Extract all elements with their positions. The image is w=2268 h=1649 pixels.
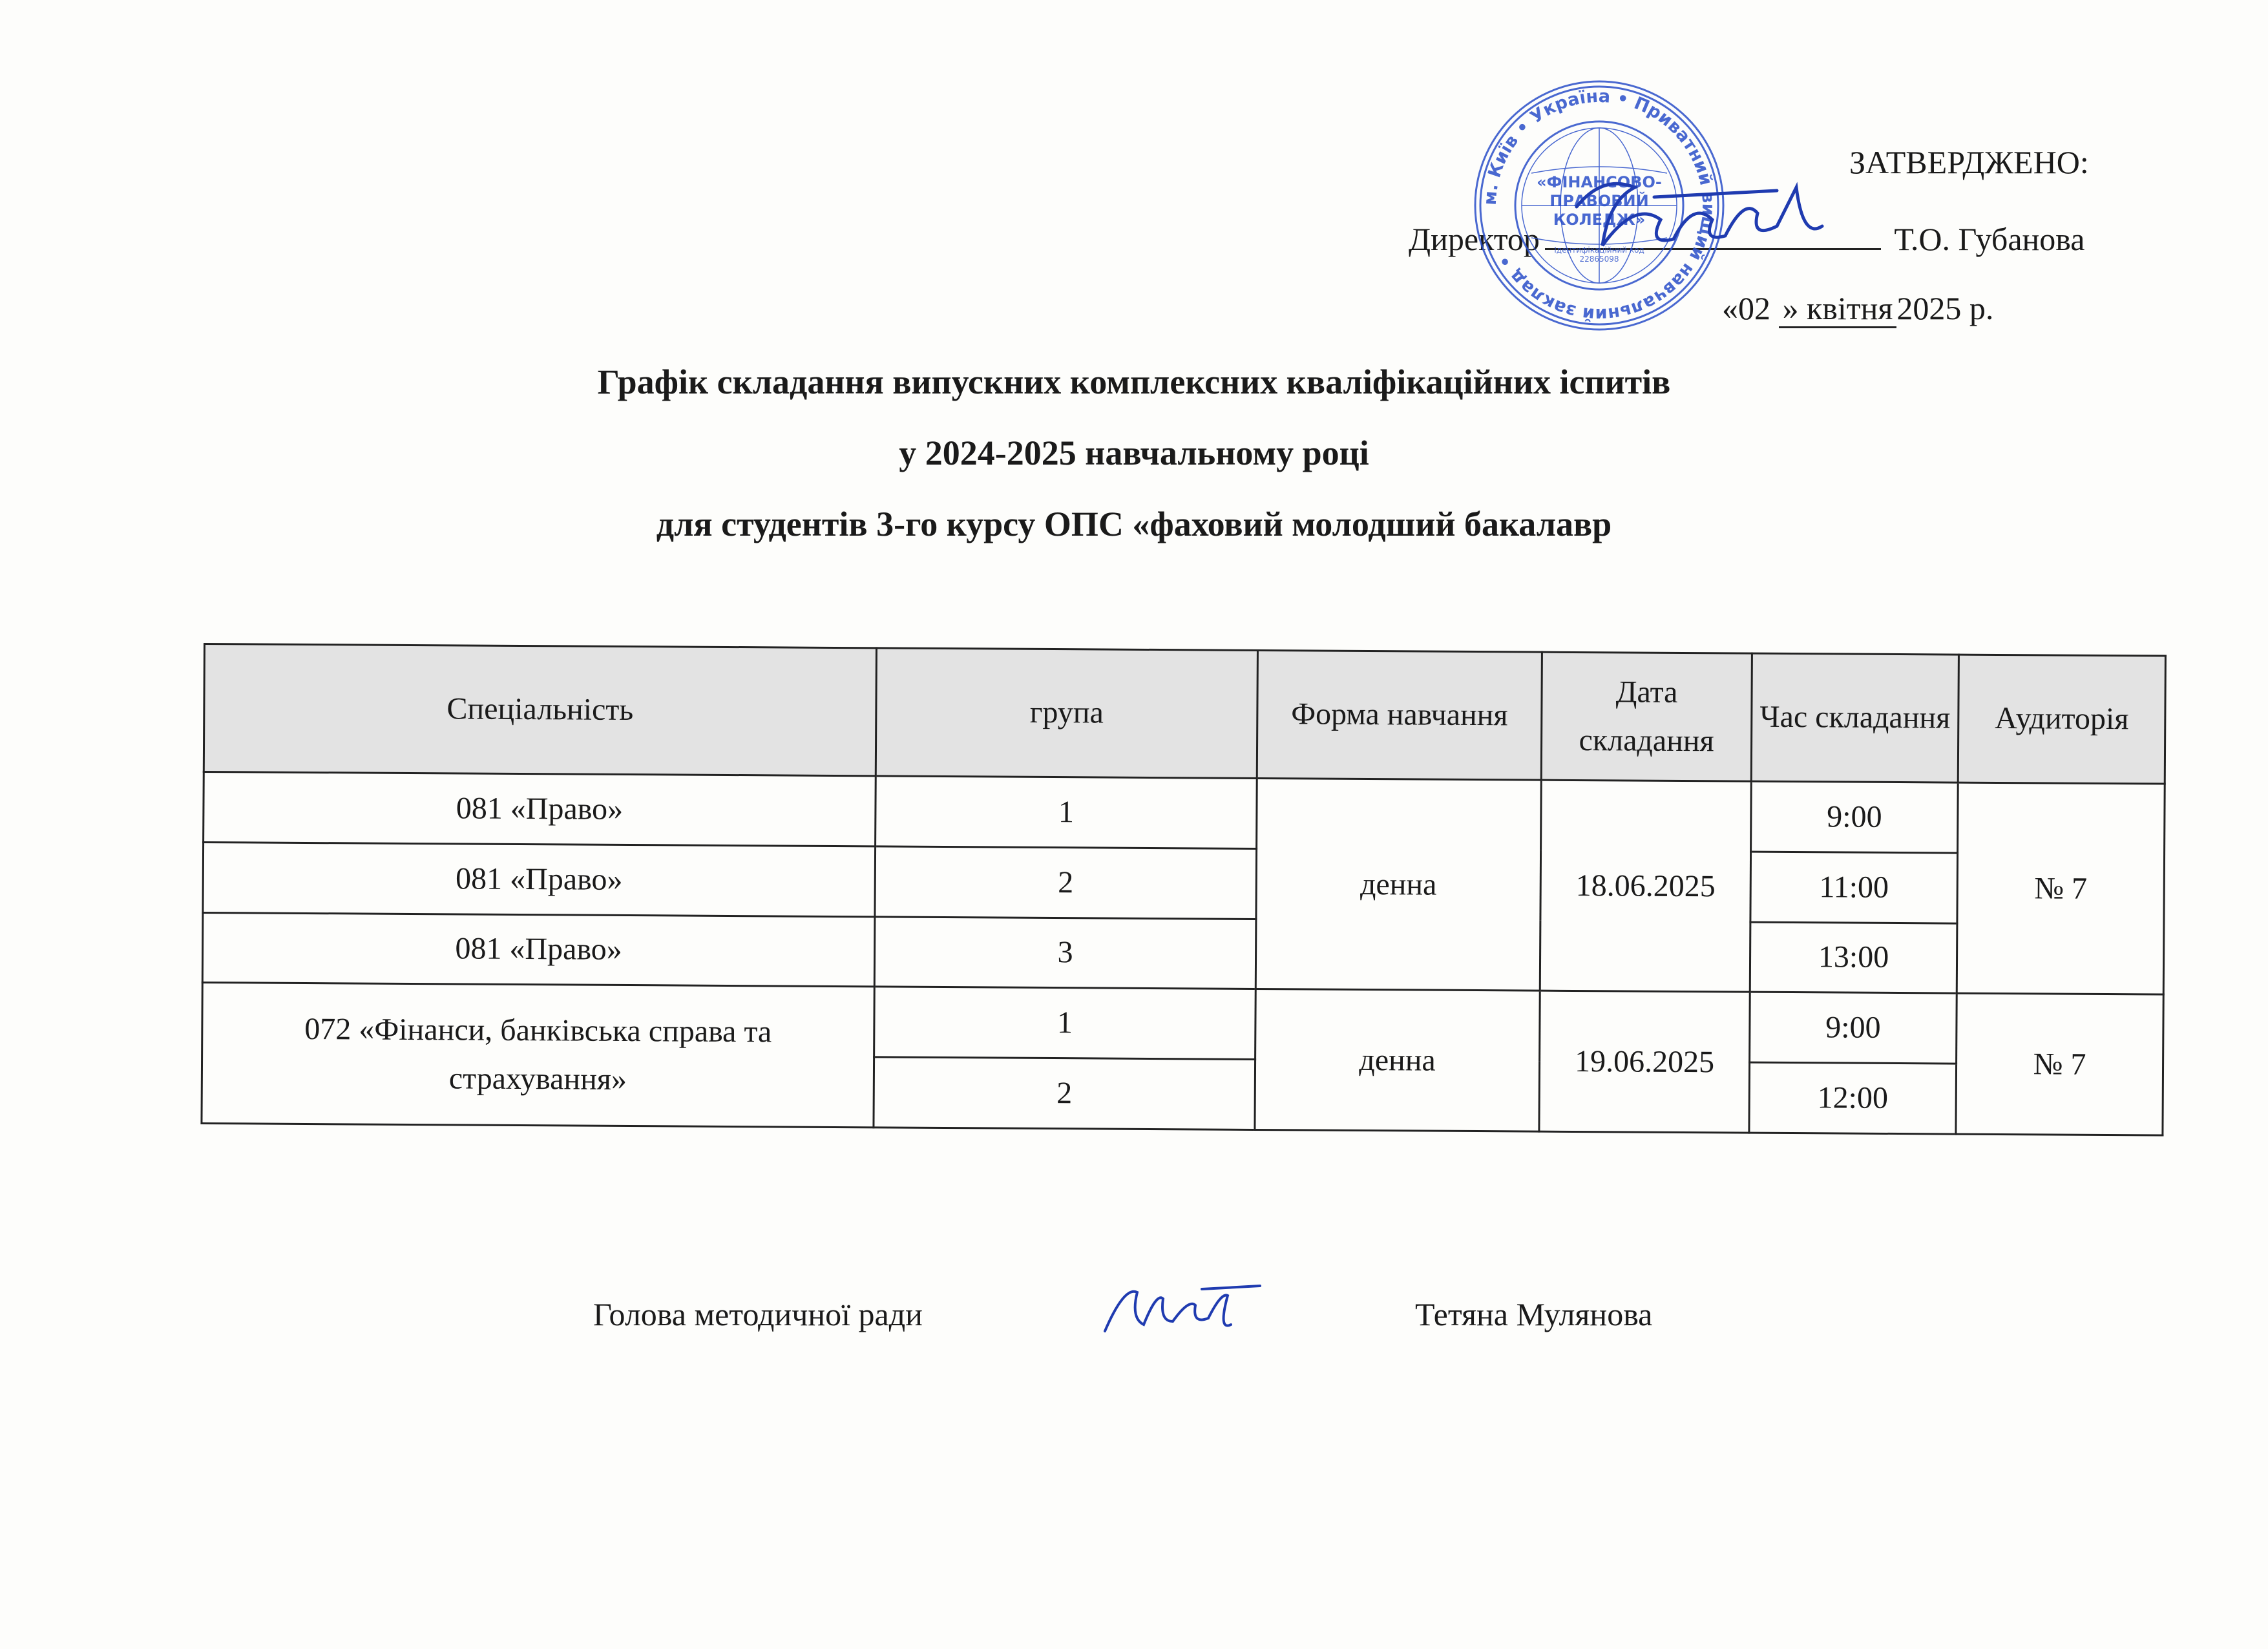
seal-center-text: «ФІНАНСОВО-ПРАВОВИЙ КОЛЕДЖ» bbox=[1537, 173, 1662, 229]
methodical-council-head-name: Тетяна Мулянова bbox=[1415, 1296, 1653, 1332]
cell-group: 3 bbox=[874, 916, 1256, 989]
seal-outer-text: м. Київ • Україна • Приватний вищий навчальний заклад • bbox=[1480, 86, 1719, 325]
date-open-quote: « bbox=[1722, 290, 1738, 326]
approval-date bbox=[1722, 289, 1993, 327]
methodical-council-head-label: Голова методичної ради bbox=[593, 1296, 923, 1332]
director-signature-icon bbox=[1564, 162, 1842, 265]
document-title-line-2: у 2024-2025 навчальному році bbox=[899, 434, 1369, 472]
cell-group: 1 bbox=[874, 987, 1256, 1059]
cell-study-form: денна bbox=[1255, 989, 1540, 1131]
cell-exam-time: 9:00 bbox=[1751, 781, 1958, 853]
director-name: Т.О. Губанова bbox=[1894, 221, 2085, 257]
cell-room: № 7 bbox=[1957, 782, 2165, 994]
header-specialty: Спеціальність bbox=[204, 644, 876, 776]
cell-exam-time: 13:00 bbox=[1750, 922, 1957, 994]
table-row bbox=[203, 842, 2165, 924]
table-row bbox=[202, 983, 2164, 1065]
cell-specialty: 081 «Право» bbox=[203, 842, 876, 916]
cell-group: 2 bbox=[875, 846, 1257, 919]
header-study-form: Форма навчання bbox=[1257, 650, 1542, 780]
date-year: 2025 р. bbox=[1896, 290, 1994, 326]
cell-specialty: 072 «Фінанси, банківська справа та страхування» bbox=[202, 983, 874, 1128]
header-exam-time: Час складання bbox=[1751, 653, 1958, 782]
date-month: квітня bbox=[1807, 290, 1893, 326]
cell-group: 1 bbox=[876, 776, 1257, 848]
cell-study-form: денна bbox=[1255, 778, 1541, 991]
cell-specialty: 081 «Право» bbox=[204, 772, 876, 846]
cell-exam-date: 19.06.2025 bbox=[1539, 991, 1750, 1133]
header-exam-date: Дата складання bbox=[1541, 652, 1752, 781]
cell-group: 2 bbox=[874, 1057, 1255, 1129]
table-header-row bbox=[204, 644, 2165, 784]
date-month-underlined bbox=[1779, 290, 1897, 328]
seal-code-text: Ідентифікаційний код 22865098 bbox=[1554, 246, 1644, 264]
date-day: 02 bbox=[1738, 290, 1770, 326]
cell-exam-time: 11:00 bbox=[1750, 852, 1958, 923]
cell-room: № 7 bbox=[1956, 993, 2163, 1135]
header-room: Аудиторія bbox=[1958, 655, 2165, 784]
exam-schedule-table bbox=[200, 643, 2166, 1137]
document-title-line-1: Графік складання випускних комплексних кваліфікаційних іспитів bbox=[597, 362, 1671, 401]
table-row bbox=[202, 912, 2164, 994]
document-title-line-3: для студентів 3-го курсу ОПС «фаховий молодший бакалавр bbox=[656, 505, 1612, 543]
cell-exam-time: 12:00 bbox=[1749, 1062, 1957, 1134]
date-close-quote: » bbox=[1782, 290, 1799, 326]
table-row bbox=[204, 772, 2165, 854]
cell-exam-date: 18.06.2025 bbox=[1540, 780, 1751, 992]
header-group: група bbox=[876, 648, 1257, 779]
director-label: Директор bbox=[1409, 221, 1540, 257]
cell-specialty: 081 «Право» bbox=[202, 912, 875, 987]
council-head-signature-icon bbox=[1098, 1260, 1266, 1344]
approved-label: ЗАТВЕРДЖЕНО: bbox=[1849, 144, 2089, 180]
cell-exam-time: 9:00 bbox=[1750, 993, 1957, 1064]
